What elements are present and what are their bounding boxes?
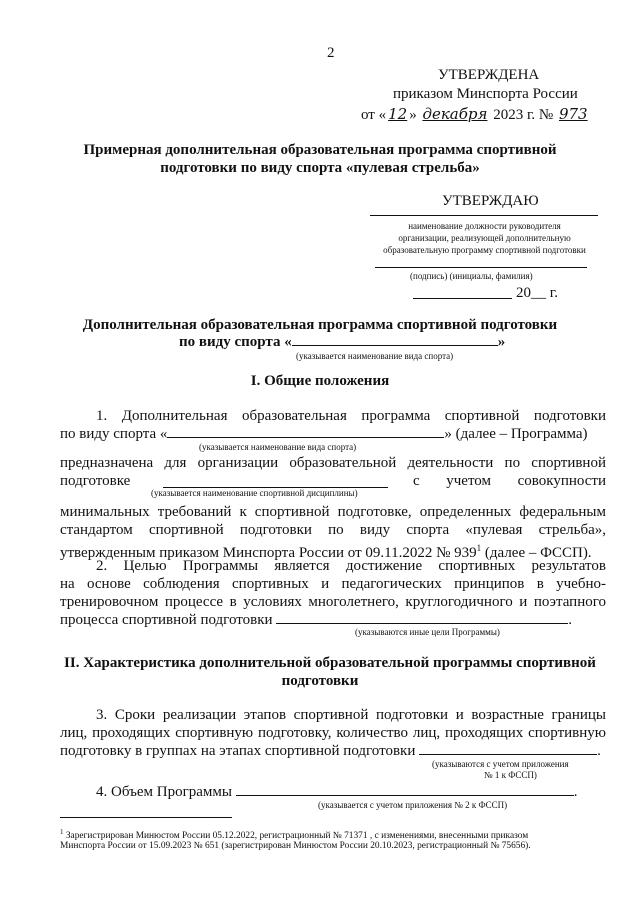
p1-line-2-suffix: » (далее – Программа) [444,426,588,442]
p2-line-3: тренировочном процессе в условиях многолетнего, круглогодичного и поэтапного [60,594,606,610]
footnote-mark: 1 [60,828,64,836]
program-title-line-2 [179,333,505,352]
handwritten-number: 973 [558,105,588,123]
p2-line-2: на основе соблюдения спортивных и педагогических принципов в учебно- [60,576,606,592]
signature-hint: (подпись) (инициалы, фамилия) [410,271,533,281]
p2-line-4-end: . [568,612,573,628]
position-hint-2: организации, реализующей дополнительную [398,233,571,243]
p1-line-7-end: (далее – ФССП). [481,545,592,561]
p4-hint: (указывается с учетом приложения № 2 к ФССП) [318,800,508,810]
page-number: 2 [327,45,335,61]
p2-hint: (указываются иные цели Программы) [355,627,500,637]
footnote-separator [60,817,232,818]
program-title-suffix: » [497,334,506,350]
doc-title-line-1: Примерная дополнительная образовательная программа спортивной [83,142,557,158]
p3-line-3-end: . [597,743,601,759]
approval-order-line: приказом Минспорта России [393,86,578,102]
handwritten-month: декабря [422,105,488,123]
date-line [413,298,512,299]
doc-title-line-2: подготовки по виду спорта «пулевая стрельба» [160,160,480,176]
approval-date-line [361,105,590,125]
position-hint-3: образовательную программу спортивной подготовки [383,245,586,255]
p3-hint-2: № 1 к ФССП) [484,770,537,780]
footnote-text-1: Зарегистрирован Минюстом России 05.12.2022, регистрационный № 71371 , с изменениями, внесенными приказом [63,831,529,842]
p4-line-1-text: 4. Объем Программы [96,784,232,800]
p1-hint-2: (указывается наименование спортивной дисциплины) [151,488,358,498]
p1-line-2-prefix: по виду спорта « [60,426,168,442]
program-title-line-1: Дополнительная образовательная программа спортивной подготовки [82,317,558,333]
p1-line-4b: с учетом совокупности [413,473,606,489]
date-mid: » [409,107,417,123]
section-2-heading-line-2: подготовки [281,673,359,689]
p1-line-3: предназначена для организации образовательной деятельности по спортивной [60,455,606,471]
p1-line-6: стандартом спортивной подготовки по виду спорта «пулевая стрельба», [60,522,606,538]
position-line [370,215,598,216]
p3-line-3-text: подготовку в группах на этапах спортивной подготовки [60,743,416,759]
signature-line [375,267,587,268]
section-1-heading: I. Общие положения [250,373,390,389]
approve-title: УТВЕРЖДАЮ [442,193,539,209]
p3-line-2: лиц, проходящих спортивную подготовку, количество лиц, проходящих спортивную [60,725,606,741]
p3-hint-1: (указываются с учетом приложения [432,759,569,769]
handwritten-day: 12 [388,105,408,123]
p2-line-1: 2. Целью Программы является достижение спортивных результатов [96,558,606,574]
date-suffix: 2023 г. № [493,107,554,123]
sport-name-hint: (указывается наименование вида спорта) [296,351,454,361]
approval-title: УТВЕРЖДЕНА [438,67,540,83]
date-prefix: от « [361,107,387,123]
p1-hint-1: (указывается наименование вида спорта) [199,442,357,452]
section-2-heading-line-1: II. Характеристика дополнительной образовательной программы спортивной [64,655,596,671]
year-text: 20__ г. [516,285,558,301]
p3-line-1: 3. Сроки реализации этапов спортивной подготовки и возрастные границы [96,707,606,723]
p1-line-1: 1. Дополнительная образовательная программа спортивной подготовки [96,408,606,424]
footnote-ref: 1 [476,543,482,553]
footnote-line-2: Минспорта России от 15.09.2023 № 651 (зарегистрирован Минюстом России 20.10.2023, регистрационный № 75656). [60,841,531,851]
p2-line-4-text: процесса спортивной подготовки [60,612,273,628]
p1-line-7-text: утвержденным приказом Минспорта России от 09.11.2022 № 939 [60,545,477,561]
p1-line-4a: подготовке [60,473,131,489]
program-title-prefix: по виду спорта « [179,334,292,350]
p1-line-5: минимальных требований к спортивной подготовке, определенных федеральным [60,504,606,520]
position-hint-1: наименование должности руководителя [408,221,561,231]
p4-line-1-end: . [573,784,578,800]
